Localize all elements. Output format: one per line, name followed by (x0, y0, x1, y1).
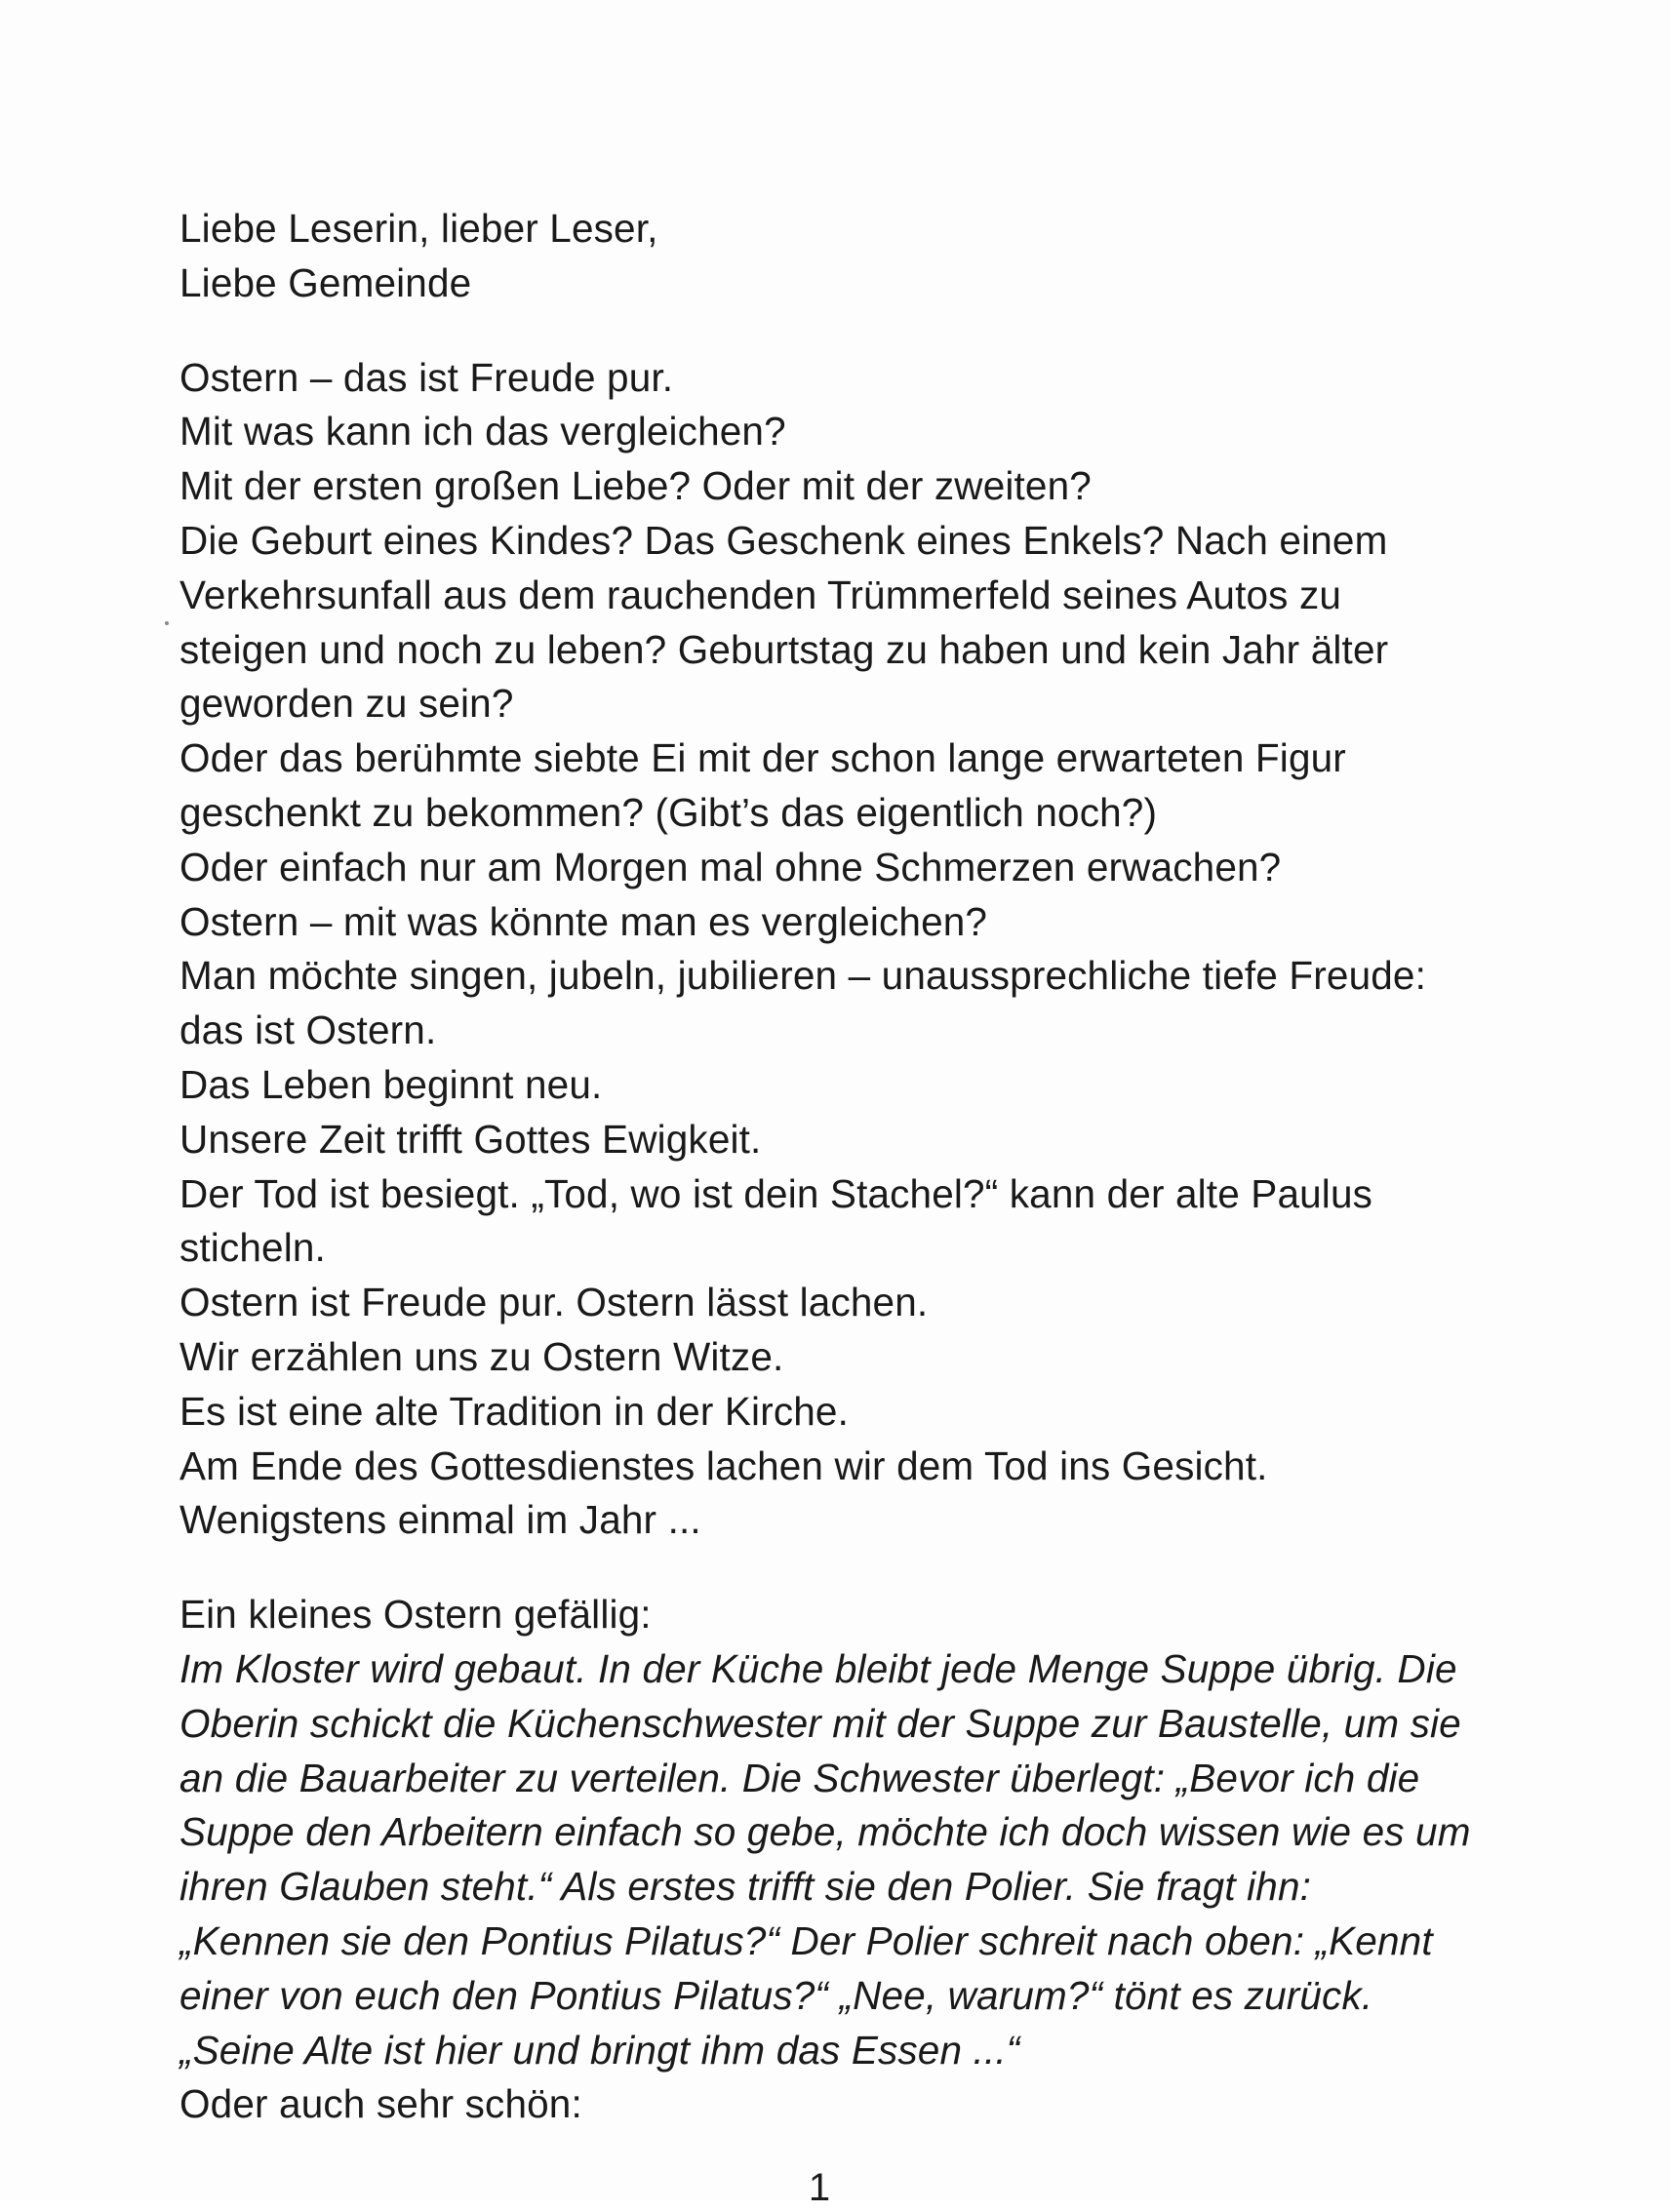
joke-line: Im Kloster wird gebaut. In der Küche bleibt jede Menge Suppe übrig. Die (179, 1645, 1457, 1691)
paragraph-line: Wenigstens einmal im Jahr ... (179, 1497, 701, 1543)
paragraph-line: Unsere Zeit trifft Gottes Ewigkeit. (179, 1116, 762, 1162)
paragraph-gap (179, 311, 1545, 351)
paragraph-line: Verkehrsunfall aus dem rauchenden Trümmerfeld seines Autos zu (179, 572, 1342, 617)
paragraph-line: steigen und noch zu leben? Geburtstag zu haben und kein Jahr älter (179, 626, 1389, 672)
joke-line: „Kennen sie den Pontius Pilatus?“ Der Polier schreit nach oben: „Kennt (179, 1917, 1433, 1963)
paragraph-line: Oder das berühmte siebte Ei mit der schon lange erwarteten Figur (179, 735, 1346, 781)
joke-line: ihren Glauben steht.“ Als erstes trifft sie den Polier. Sie fragt ihn: (179, 1864, 1312, 1910)
joke-line: „Seine Alte ist hier und bringt ihm das Essen ...“ (179, 2027, 1020, 2073)
paragraph-line: Ostern – mit was könnte man es vergleichen? (179, 898, 988, 944)
joke-line: an die Bauarbeiter zu verteilen. Die Schwester überlegt: „Bevor ich die (179, 1755, 1420, 1800)
letter-body (179, 202, 1545, 2132)
greeting-line-2: Liebe Gemeinde (179, 259, 472, 305)
paragraph-line: Die Geburt eines Kindes? Das Geschenk eines Enkels? Nach einem (179, 517, 1388, 563)
joke-outro: Oder auch sehr schön: (179, 2081, 582, 2127)
paragraph-line: Am Ende des Gottesdienstes lachen wir dem Tod ins Gesicht. (179, 1442, 1268, 1488)
joke-line: Oberin schickt die Küchenschwester mit der Suppe zur Baustelle, um sie (179, 1700, 1461, 1746)
greeting-line-1: Liebe Leserin, lieber Leser, (179, 206, 658, 251)
paragraph-line: geworden zu sein? (179, 681, 514, 727)
paragraph-line: Das Leben beginnt neu. (179, 1061, 603, 1107)
paragraph-line: Mit der ersten großen Liebe? Oder mit der zweiten? (179, 463, 1092, 509)
paragraph-line: Mit was kann ich das vergleichen? (179, 409, 786, 454)
paragraph-line: Man möchte singen, jubeln, jubilieren – unaussprechliche tiefe Freude: (179, 953, 1427, 999)
paragraph-line: das ist Ostern. (179, 1007, 437, 1053)
joke-line: einer von euch den Pontius Pilatus?“ „Nee, warum?“ tönt es zurück. (179, 1972, 1373, 2018)
joke-line: Suppe den Arbeitern einfach so gebe, möchte ich doch wissen wie es um (179, 1809, 1471, 1855)
joke-intro: Ein kleines Ostern gefällig: (179, 1592, 652, 1638)
paragraph-line: Oder einfach nur am Morgen mal ohne Schmerzen erwachen? (179, 844, 1282, 889)
paragraph-line: Der Tod ist besiegt. „Tod, wo ist dein Stachel?“ kann der alte Paulus (179, 1170, 1373, 1216)
paragraph-line: Es ist eine alte Tradition in der Kirche. (179, 1388, 849, 1434)
paragraph-gap (179, 1548, 1545, 1588)
paragraph-line: sticheln. (179, 1225, 326, 1271)
paragraph-line: Ostern ist Freude pur. Ostern lässt lachen. (179, 1280, 929, 1325)
paragraph-line: Ostern – das ist Freude pur. (179, 354, 674, 400)
scan-speck (165, 621, 169, 625)
paragraph-line: Wir erzählen uns zu Ostern Witze. (179, 1333, 784, 1379)
page-number: 1 (808, 2166, 831, 2209)
paragraph-line: geschenkt zu bekommen? (Gibt’s das eigentlich noch?) (179, 789, 1158, 835)
